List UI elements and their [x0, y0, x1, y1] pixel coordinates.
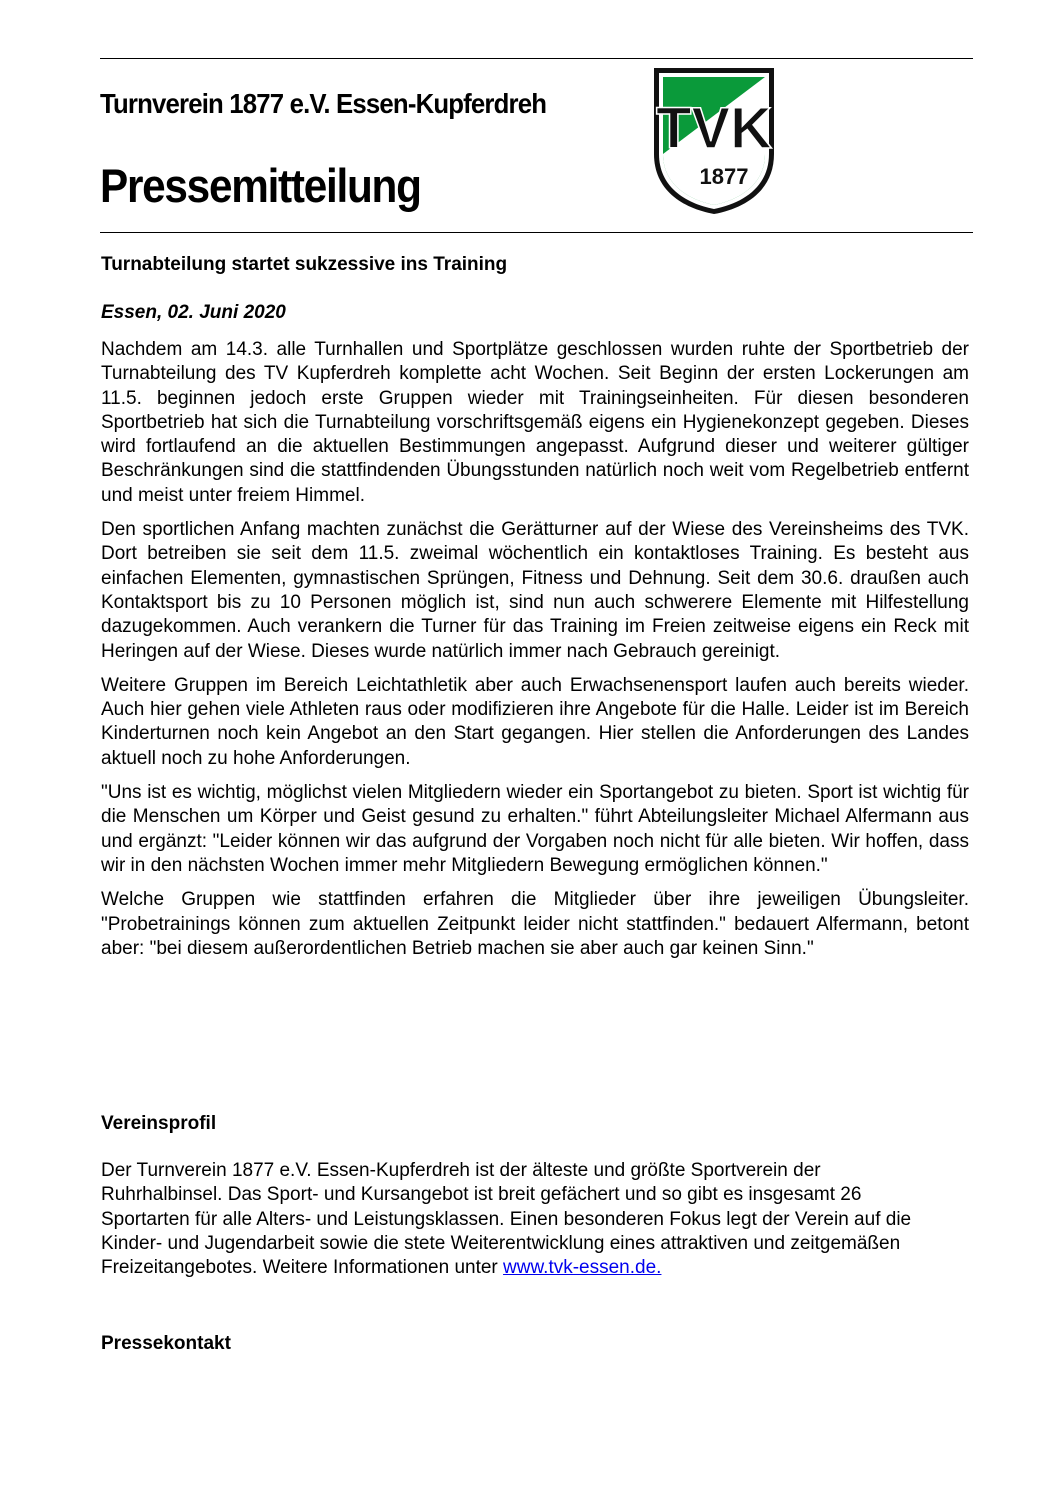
article-paragraph: Nachdem am 14.3. alle Turnhallen und Sportplätze geschlossen wurden ruhte der Sportbetrieb der Turnabteilung des TV Kupferdreh komplette acht Wochen. Seit Beginn der ersten Lockerungen am 11.5. beginnen jedoch erste Gruppen wieder mit Trainingseinheiten. Für diesen besonderen Sportbetrieb hat sich die Turnabteilung vorschriftsgemäß eigens ein Hygienekonzept gegeben. Dieses wird fortlaufend an die aktuellen Bestimmungen angepasst. Aufgrund dieser und weiterer gültiger Beschränkungen sind die stattfindenden Übungsstunden natürlich noch weit vom Regelbetrieb entfernt und meist unter freiem Himmel.: [101, 339, 969, 506]
logo-letters: TVK: [656, 96, 772, 161]
header-bottom-rule: [100, 232, 973, 233]
article-headline: Turnabteilung startet sukzessive ins Training: [101, 254, 508, 275]
header-top-rule: [100, 58, 973, 59]
profile-text-body: Der Turnverein 1877 e.V. Essen-Kupferdreh ist der älteste und größte Sportverein der Ruhrhalbinsel. Das Sport- und Kursangebot ist breit gefächert und so gibt es insgesamt 26 Sportarten für alle Alters- und Leistungsklassen. Einen besonderen Fokus legt der Verein auf die Kinder- und Jugendarbeit sowie die stete Weiterentwicklung eines attraktiven und zeitgemäßen Freizeitangebotes. Weitere Informationen unter: [101, 1160, 912, 1279]
logo-year: 1877: [699, 164, 749, 189]
website-link[interactable]: www.tvk-essen.de.: [503, 1257, 662, 1279]
tvk-logo: [650, 66, 778, 216]
article-paragraph: Welche Gruppen wie stattfinden erfahren die Mitglieder über ihre jeweiligen Übungsleiter. "Probetrainings können zum aktuellen Zeitpunkt leider nicht stattfinden." bedauert Alfermann, betont aber: "bei diesem außerordentlichen Betrieb machen sie aber auch gar keinen Sinn.": [101, 889, 969, 959]
contact-heading: Pressekontakt: [101, 1333, 231, 1354]
tvk-logo-shield-icon: [650, 66, 778, 216]
article-dateline: Essen, 02. Juni 2020: [101, 302, 286, 323]
profile-heading: Vereinsprofil: [101, 1113, 217, 1134]
article-paragraph: "Uns ist es wichtig, möglichst vielen Mitgliedern wieder ein Sportangebot zu bieten. Sport ist wichtig für die Menschen um Körper und Geist gesund zu erhalten." führt Abteilungsleiter Michael Alfermann aus und ergänzt: "Leider können wir das aufgrund der Vorgaben noch nicht für alle bieten. Wir hoffen, dass wir in den nächsten Wochen immer mehr Mitgliedern Bewegung ermöglichen können.": [101, 782, 969, 876]
organization-name: Turnverein 1877 e.V. Essen-Kupferdreh: [100, 88, 547, 119]
document-title: Pressemitteilung: [100, 159, 421, 212]
profile-text: [101, 1159, 936, 1280]
article-body: [101, 338, 969, 971]
article-paragraph: Weitere Gruppen im Bereich Leichtathletik aber auch Erwachsenensport laufen auch bereits wieder. Auch hier gehen viele Athleten raus oder modifizieren ihre Angebote für die Halle. Leider ist im Bereich Kinderturnen noch kein Angebot an den Start gegangen. Hier stellen die Anforderungen des Landes aktuell noch zu hohe Anforderungen.: [101, 674, 969, 769]
article-paragraph: Den sportlichen Anfang machten zunächst die Gerätturner auf der Wiese des Vereinsheims des TVK. Dort betreiben sie seit dem 11.5. zweimal wöchentlich ein kontaktloses Training. Es besteht aus einfachen Elementen, gymnastischen Sprüngen, Fitness und Dehnung. Seit dem 30.6. draußen auch Kontaktsport bis zu 10 Personen möglich ist, sind nun auch schwerere Elemente mit Hilfestellung dazugekommen. Auch verankern die Turner für das Training im Freien zeitweise eigens ein Reck mit Heringen auf der Wiese. Dieses wurde natürlich immer nach Gebrauch gereinigt.: [101, 519, 969, 662]
